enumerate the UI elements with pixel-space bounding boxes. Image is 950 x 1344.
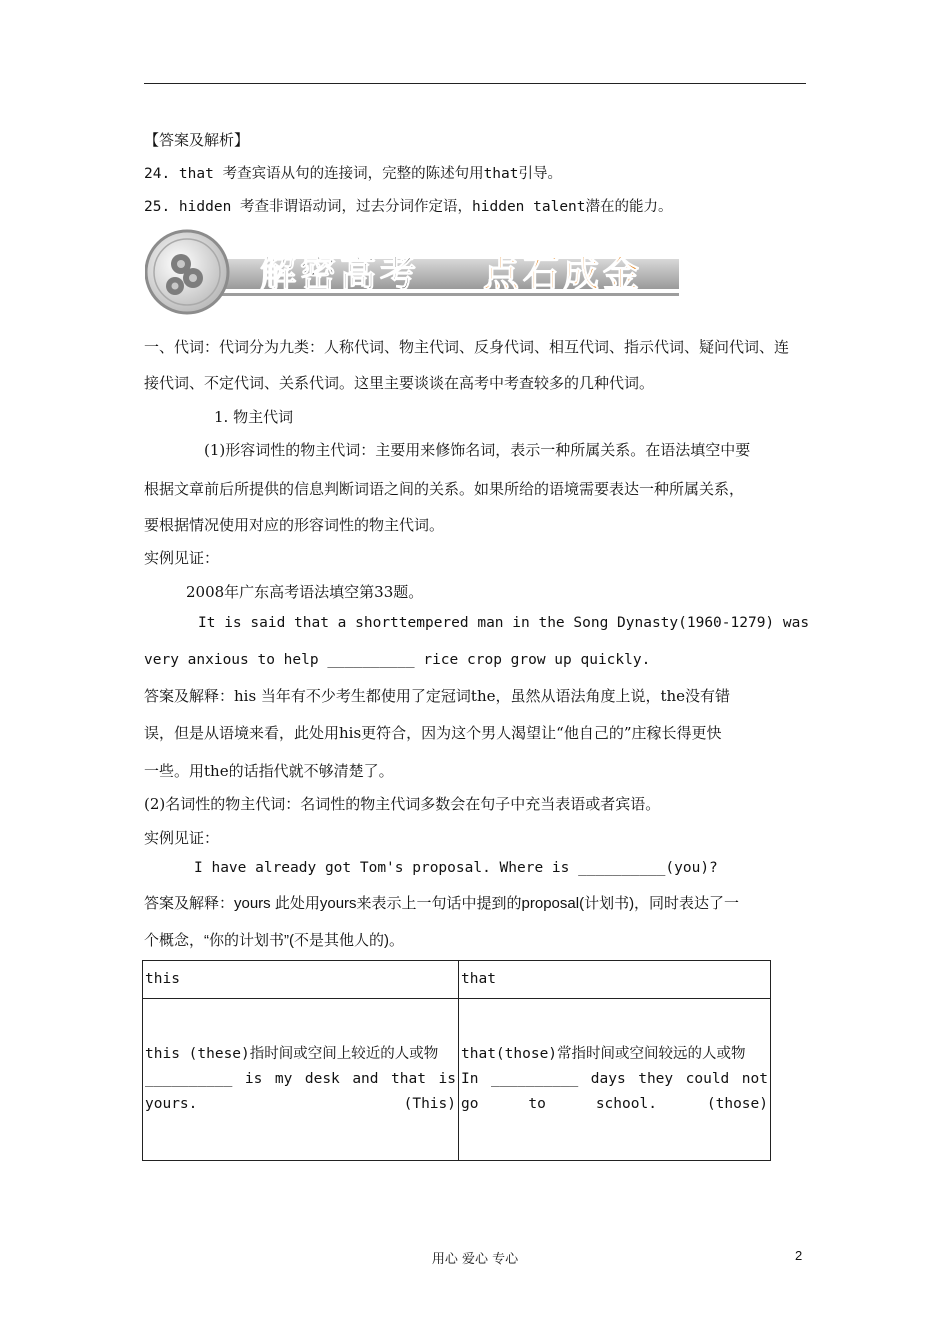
explanation2-line-2: 个概念，“你的计划书”(不是其他人的)。 — [144, 932, 404, 949]
example2-line-1: I have already got Tom's proposal. Where is __________(you)? — [194, 860, 718, 876]
para1-line-2: 根据文章前后所提供的信息判断词语之间的关系。如果所给的语境需要表达一种所属关系， — [144, 480, 745, 498]
table-cell-that — [459, 999, 771, 1161]
example1-line-1: It is said that a shorttempered man in the Song Dynasty(1960-1279) was — [198, 615, 810, 631]
footer-text: 用心 爱心 专心 — [431, 1252, 519, 1267]
explanation1-line-2: 误，但是从语境来看，此处用his更符合，因为这个男人渴望让“他自己的”庄稼长得更快 — [144, 724, 722, 742]
para1-line-3: 要根据情况使用对应的形容词性的物主代词。 — [144, 516, 445, 534]
explanation2-line-1: 答案及解释：yours 此处用yours来表示上一句话中提到的proposal(计划书)，同时表达了一 — [144, 895, 740, 912]
this-description: this (these)指时间或空间上较近的人或物 — [145, 1046, 439, 1062]
that-description: that(those)常指时间或空间较远的人或物 — [461, 1046, 746, 1062]
header-rule — [144, 83, 806, 84]
para2-line-1: (2)名词性的物主代词：名词性的物主代词多数会在句子中充当表语或者宾语。 — [144, 795, 661, 813]
example1-line-2: very anxious to help __________ rice crop grow up quickly. — [144, 652, 651, 668]
section-title-possessive: 1. 物主代词 — [214, 408, 294, 426]
demonstrative-table — [142, 960, 771, 1161]
answer-24: 24. that 考查宾语从句的连接词，完整的陈述句用that引导。 — [144, 166, 562, 182]
example-label: 实例见证： — [144, 829, 220, 847]
table-header-that: that — [459, 961, 771, 999]
that-example: In __________ days they could not go to school. (those) — [461, 1071, 768, 1112]
page-number: 2 — [795, 1248, 803, 1263]
example-label: 实例见证： — [144, 549, 220, 567]
banner-title-part1: 解密高考 — [260, 254, 421, 295]
section-banner — [145, 226, 685, 316]
explanation1-line-1: 答案及解释：his 当年有不少考生都使用了定冠词the，虽然从语法角度上说，the没有错 — [144, 687, 731, 705]
answer-25: 25. hidden 考查非谓语动词，过去分词作定语，hidden talent潜在的能力。 — [144, 199, 673, 215]
table-cell-this — [143, 999, 459, 1161]
answers-heading: 【答案及解析】 — [144, 131, 250, 149]
para1-line-1: (1)形容词性的物主代词：主要用来修饰名词，表示一种所属关系。在语法填空中要 — [204, 441, 751, 459]
table-header-this: this — [143, 961, 459, 999]
this-example: __________ is my desk and that is yours. (This) — [145, 1071, 456, 1112]
intro-line-2: 接代词、不定代词、关系代词。这里主要谈谈在高考中考查较多的几种代词。 — [144, 374, 655, 392]
intro-line-1: 一、代词：代词分为九类：人称代词、物主代词、反身代词、相互代词、指示代词、疑问代词、连 — [144, 338, 790, 356]
example1-source: 2008年广东高考语法填空第33题。 — [186, 583, 424, 601]
explanation1-line-3: 一些。用the的话指代就不够清楚了。 — [144, 762, 394, 780]
banner-title-part2: 点石成金 — [483, 254, 644, 295]
